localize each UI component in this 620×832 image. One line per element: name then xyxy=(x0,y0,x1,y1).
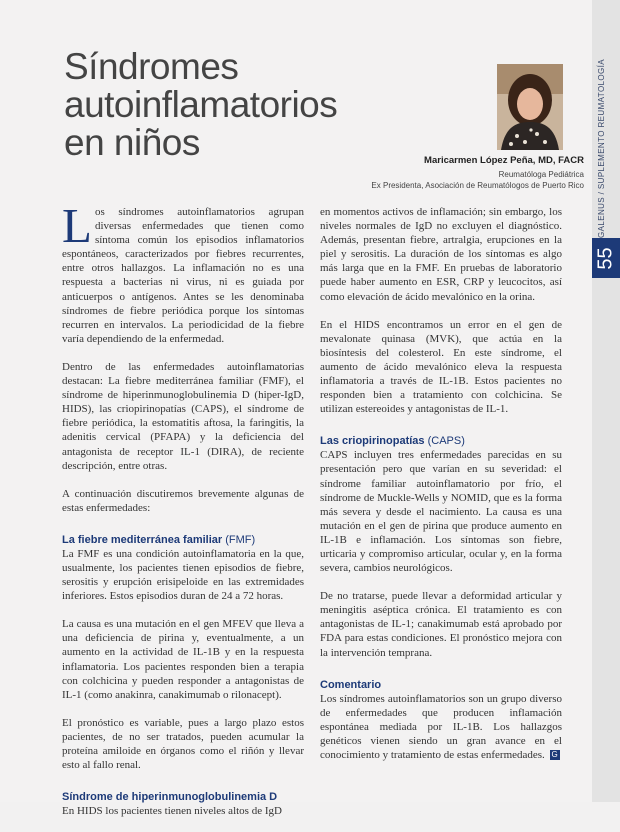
section-heading-text: La fiebre mediterránea familiar xyxy=(62,533,223,546)
intro-text: os síndromes autoinflamatorios agrupan diversas enfermedades que tienen como síntoma común los episodios inflamatorios espontáneos, caracterizados por fiebres recurrentes, entre otros hallazgos. La inflamación no es una respuesta a bacterias ni virus, ni es guiada por anticuerpos o antígenos. Antes se les denominaba síndromes de fiebre periódica porque los síntomas recurren en intervalos. La periodicidad de la fiebre varía dependiendo de la enfermedad. xyxy=(62,206,304,345)
paragraph: en momentos activos de inflamación; sin embargo, los niveles normales de IgD no excluyen el diagnóstico. Además, presentan fiebre, artralgia, erupciones en la piel y serositis. La duración de los síntomas es algo más larga que en la FMF. En pruebas de laboratorio puede haber aumento en ESR, CRP y leucocitos, así como elevación de ácido mevalónico en la orina. xyxy=(320,206,562,303)
author-name: Maricarmen López Peña, MD, FACR xyxy=(424,155,584,166)
title-line-2: autoinflamatorios xyxy=(64,84,338,125)
paragraph: A continuación discutiremos brevemente algunas de estas enfermedades: xyxy=(62,487,304,514)
drop-cap: L xyxy=(62,198,92,253)
section-heading-text: Las criopirinopatías xyxy=(320,435,425,448)
section-heading-abbr: (FMF) xyxy=(225,533,256,546)
author-affiliation: Ex Presidenta, Asociación de Reumatólogos de Puerto Rico xyxy=(371,181,584,190)
page-number: 55 xyxy=(592,238,620,278)
paragraph: El pronóstico es variable, pues a largo plazo estos pacientes, de no ser tratados, pueden acumular la proteína amiloide en órganos como el riñón y llevar esto al fallo renal. xyxy=(62,716,304,772)
paragraph: La causa es una mutación en el gen MFEV que lleva a una deficiencia de pirina y, eventualmente, a un aumento en la actividad de IL-1B y en la respuesta inflamatoria. Los pacientes responden bien a terapia con colchicina y pueden responder a antagonistas de IL-1 (como anakinra, canakimumab o rilonacept). xyxy=(62,618,304,701)
title-line-1: Síndromes xyxy=(64,46,239,87)
paragraph: En HIDS los pacientes tienen niveles altos de IgD xyxy=(62,805,282,818)
paragraph: En el HIDS encontramos un error en el gen de mevalonate quinasa (MVK), que actúa en la biosíntesis del colesterol. En este síndrome, el aumento de ácido mevalónico eleva la respuesta inflamatoria a través de IL-1B. Estos pacientes no responden bien a tratamiento con colchicina. Se utilizan estereoides y antagonistas de IL-1. xyxy=(320,318,562,416)
author-byline xyxy=(371,155,584,191)
author-photo xyxy=(497,64,563,150)
end-mark-icon: G xyxy=(551,750,558,760)
title-line-3: en niños xyxy=(64,122,200,163)
author-role: Reumatóloga Pediátrica xyxy=(498,170,584,179)
paragraph: De no tratarse, puede llevar a deformidad articular y meningitis aséptica crónica. El tratamiento es con antagonistas de IL-1; canakimumab está aprobado por FDA para estas condiciones. El pronóstico mejora con la intervención temprana. xyxy=(320,590,562,659)
paragraph: Dentro de las enfermedades autoinflamatorias destacan: La fiebre mediterránea familiar (FMF), el síndrome de hiperinmunoglobulinemia D (hiper-IgD, HIDS), las criopirinopatías (CAPS), el síndrome de fiebre periódica, la estomatitis aftosa, la faringitis, la adenitis cervical (PFAPA) y la deficiencia del antagonista de receptor IL-1 (DIRA), de reciente descripción, entre otras. xyxy=(62,360,304,472)
paragraph xyxy=(320,692,562,762)
article-title xyxy=(64,48,424,162)
section-heading-hids: Síndrome de hiperinmunoglobulinemia D xyxy=(62,791,278,804)
paragraph: CAPS incluyen tres enfermedades parecidas en su presentación pero que varían en su severidad: el síndrome familiar autoinflamatorio por frío, el síndrome de Muckle-Wells y NOMID, que es la forma más severa y desde el nacimiento. La causa es una mutación en el gen de pirina que produce aumento en IL-1B e inflamación. Los síntomas son fiebre, urticaria y compromiso articular, ocular y, en la forma severa, cambios neurológicos. xyxy=(320,449,562,575)
right-column xyxy=(320,205,562,776)
closing-text: Los síndromes autoinflamatorios son un grupo diverso de enfermedades que producen inflamación espontánea mediada por IL-1B. Los hallazgos genéticos vienen siendo un gran avance en el conocimiento y tratamiento de estas enfermedades. xyxy=(320,692,562,761)
section-heading-caps xyxy=(320,434,562,448)
section-heading-abbr: (CAPS) xyxy=(427,435,465,448)
left-column xyxy=(62,198,304,832)
section-heading-comentario: Comentario xyxy=(320,678,382,691)
intro-paragraph xyxy=(62,198,304,346)
paragraph: La FMF es una condición autoinflamatoria en la que, usualmente, los pacientes tienen episodios de fiebre, serositis y erupción erisipeloide en las extremidades inferiores. Estos episodios duran de 24 a 72 horas. xyxy=(62,547,304,603)
running-head: GALENUS / SUPLEMENTO REUMATOLOGÍA xyxy=(597,58,606,238)
section-heading-fmf xyxy=(62,533,304,547)
